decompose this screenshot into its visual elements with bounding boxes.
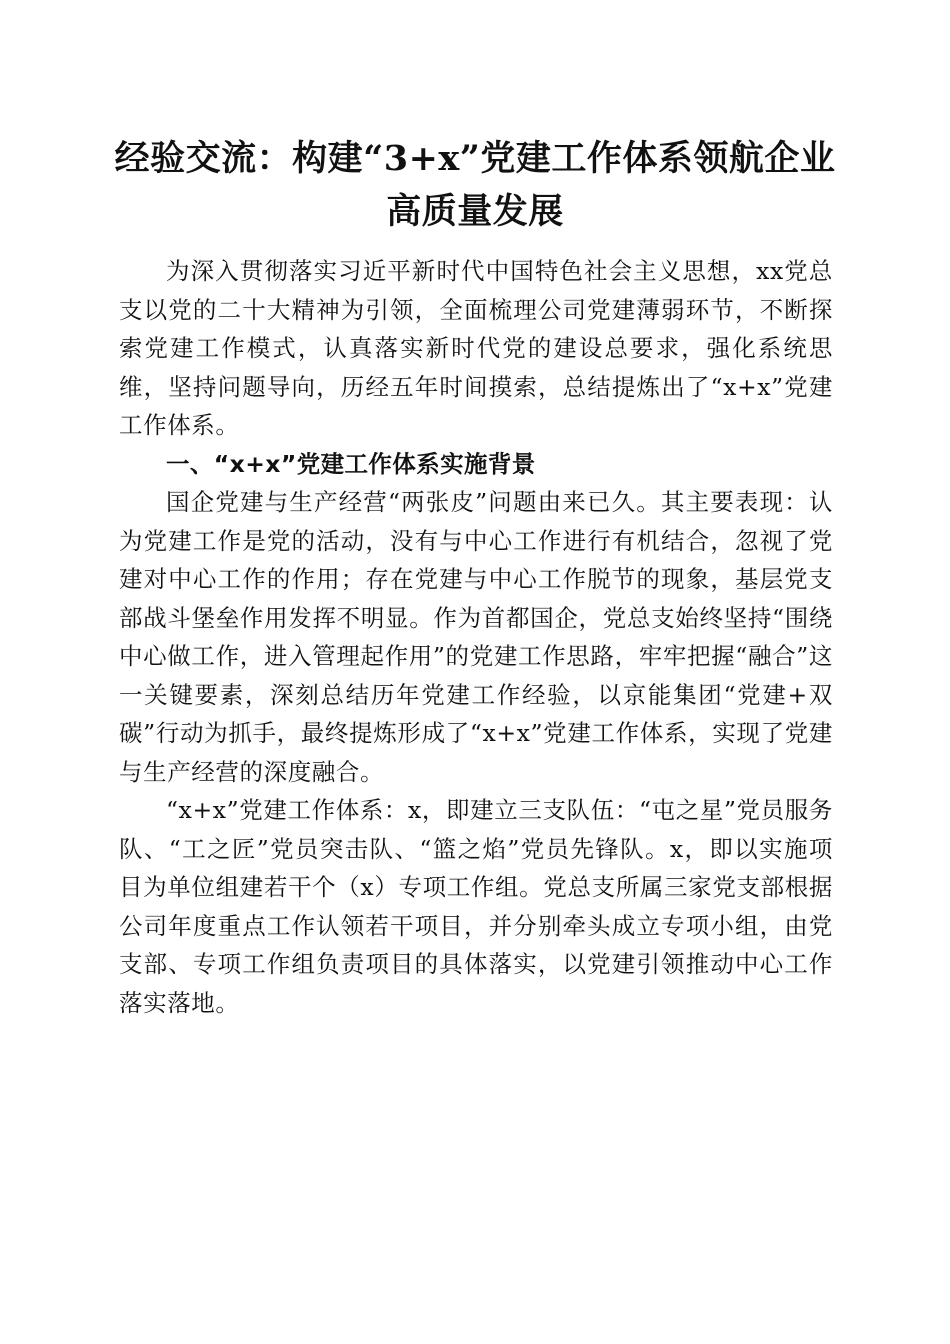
section-heading: 一、“x+x”党建工作体系实施背景	[166, 449, 536, 478]
intro-paragraph: 为深入贯彻落实习近平新时代中国特色社会主义思想，xx党总支以党的二十大精神为引领，全面梳理公司党建薄弱环节，不断探索党建工作模式，认真落实新时代党的建设总要求，强化系统思维，坚持问题导向，历经五年时间摸索，总结提炼出了“x+x”党建工作体系。	[119, 257, 833, 439]
document-title: 经验交流：构建“3+x”党建工作体系领航企业高质量发展	[114, 138, 836, 232]
document-body	[119, 252, 833, 1022]
background-paragraph: 国企党建与生产经营“两张皮”问题由来已久。其主要表现：认为党建工作是党的活动，没有与中心工作进行有机结合，忽视了党建对中心工作的作用；存在党建与中心工作脱节的现象，基层党支部战斗堡垒作用发挥不明显。作为首都国企，党总支始终坚持“围绕中心做工作，进入管理起作用”的党建工作思路，牢牢把握“融合”这一关键要素，深刻总结历年党建工作经验，以京能集团“党建+双碳”行动为抓手，最终提炼形成了“x+x”党建工作体系，实现了党建与生产经营的深度融合。	[119, 488, 833, 786]
system-paragraph: “x+x”党建工作体系：x，即建立三支队伍：“屯之星”党员服务队、“工之匠”党员突击队、“篮之焰”党员先锋队。x，即以实施项目为单位组建若干个（x）专项工作组。党总支所属三家党支部根据公司年度重点工作认领若干项目，并分别牵头成立专项小组，由党支部、专项工作组负责项目的具体落实，以党建引领推动中心工作落实落地。	[119, 796, 833, 1017]
